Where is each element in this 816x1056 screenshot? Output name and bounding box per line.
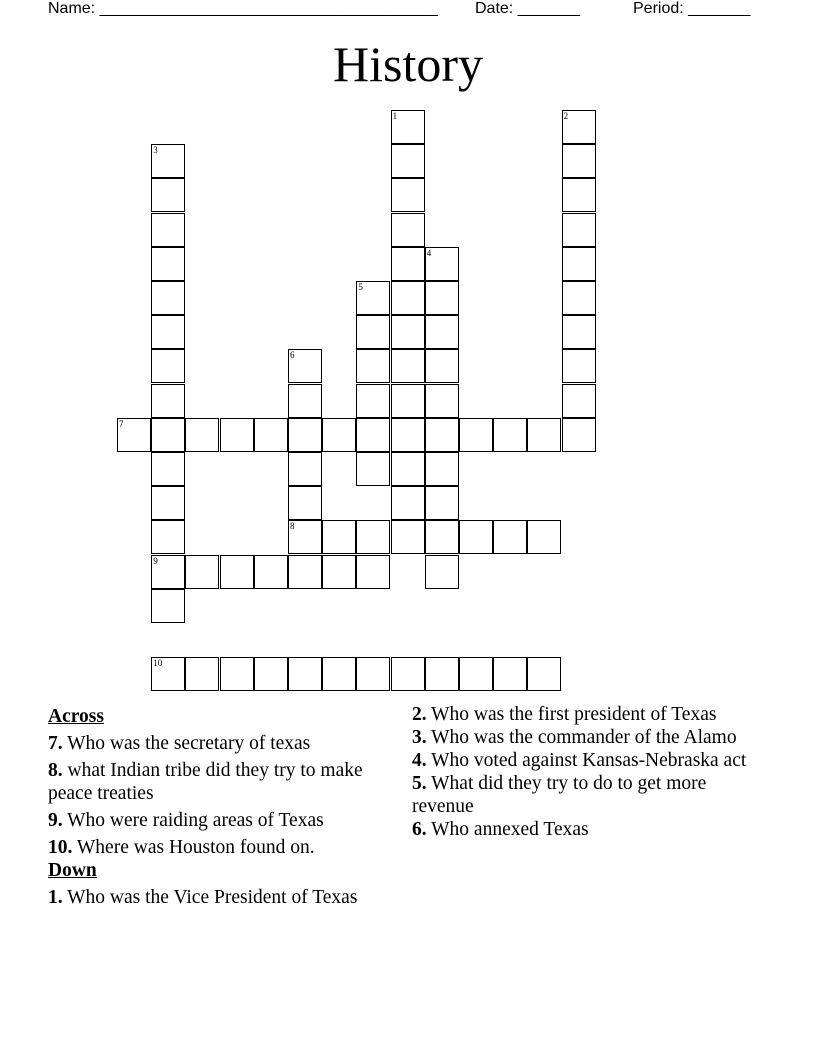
clue-number: 7 bbox=[119, 418, 124, 429]
grid-cell[interactable] bbox=[151, 520, 185, 554]
across-heading: Across bbox=[48, 706, 104, 727]
grid-cell[interactable] bbox=[151, 144, 185, 178]
clue-number: 3 bbox=[153, 145, 158, 156]
period-field[interactable]: Period: _______ bbox=[633, 0, 751, 17]
grid-cell[interactable] bbox=[288, 452, 322, 486]
grid-cell[interactable] bbox=[425, 555, 459, 589]
grid-cell[interactable] bbox=[185, 657, 219, 691]
grid-cell[interactable] bbox=[425, 486, 459, 520]
grid-cell[interactable] bbox=[562, 281, 596, 315]
grid-cell[interactable] bbox=[391, 657, 425, 691]
grid-cell[interactable] bbox=[562, 247, 596, 281]
grid-cell[interactable] bbox=[425, 281, 459, 315]
clue-across-7: 7. Who was the secretary of texas bbox=[48, 733, 311, 754]
grid-cell[interactable] bbox=[459, 520, 493, 554]
date-field[interactable]: Date: _______ bbox=[475, 0, 580, 17]
grid-cell[interactable] bbox=[151, 213, 185, 247]
clue-number: 2 bbox=[563, 111, 569, 121]
grid-cell[interactable] bbox=[562, 349, 596, 383]
grid-cell[interactable] bbox=[425, 247, 459, 281]
grid-cell[interactable] bbox=[185, 418, 219, 452]
grid-cell[interactable] bbox=[527, 418, 561, 452]
clue-down-5: 5. What did they try to do to get more revenue bbox=[412, 773, 707, 817]
grid-cell[interactable] bbox=[493, 418, 527, 452]
grid-cell[interactable] bbox=[254, 555, 288, 589]
clue-number: 6 bbox=[290, 350, 295, 361]
clue-across-8: 8. what Indian tribe did they try to make peace treaties bbox=[48, 760, 363, 804]
clue-across-10: 10. Where was Houston found on. bbox=[48, 837, 315, 858]
clue-number: 8 bbox=[290, 521, 295, 532]
clue-down-2: 2. Who was the first president of Texas bbox=[412, 704, 717, 725]
clue-number: 10 bbox=[153, 658, 163, 669]
grid-cell[interactable] bbox=[288, 520, 322, 554]
grid-cell[interactable] bbox=[562, 213, 596, 247]
grid-cell[interactable] bbox=[254, 657, 288, 691]
grid-cell[interactable] bbox=[425, 418, 459, 452]
grid-cell[interactable] bbox=[562, 178, 596, 212]
grid-cell[interactable] bbox=[151, 178, 185, 212]
grid-cell[interactable] bbox=[356, 452, 390, 486]
clue-down-1: 1. Who was the Vice President of Texas bbox=[48, 887, 358, 908]
grid-cell[interactable] bbox=[391, 144, 425, 178]
grid-cell[interactable] bbox=[459, 418, 493, 452]
grid-cell[interactable] bbox=[391, 247, 425, 281]
grid-cell[interactable] bbox=[288, 555, 322, 589]
grid-cell[interactable] bbox=[322, 520, 356, 554]
grid-cell[interactable] bbox=[151, 247, 185, 281]
grid-cell[interactable] bbox=[288, 486, 322, 520]
clue-number: 9 bbox=[153, 555, 158, 566]
grid-cell[interactable] bbox=[220, 555, 254, 589]
clue-number: 5 bbox=[358, 282, 363, 292]
grid-cell[interactable] bbox=[425, 384, 459, 418]
grid-cell[interactable] bbox=[288, 349, 322, 383]
grid-cell[interactable] bbox=[322, 555, 356, 589]
grid-cell[interactable] bbox=[151, 657, 185, 691]
grid-cell[interactable] bbox=[391, 486, 425, 520]
grid-cell[interactable] bbox=[391, 349, 425, 383]
grid-cell[interactable] bbox=[356, 418, 390, 452]
clue-down-4: 4. Who voted against Kansas-Nebraska act bbox=[412, 750, 747, 771]
grid-cell[interactable] bbox=[151, 486, 185, 520]
grid-cell[interactable] bbox=[151, 555, 185, 589]
clue-number: 4 bbox=[426, 247, 432, 258]
grid-cell[interactable] bbox=[356, 281, 390, 315]
grid-cell[interactable] bbox=[288, 418, 322, 452]
grid-cell[interactable] bbox=[220, 418, 254, 452]
grid-cell[interactable] bbox=[322, 657, 356, 691]
grid-cell[interactable] bbox=[356, 384, 390, 418]
grid-cell[interactable] bbox=[527, 657, 561, 691]
grid-cell[interactable] bbox=[391, 110, 425, 144]
grid-cell[interactable] bbox=[527, 520, 561, 554]
puzzle-title: History bbox=[333, 36, 483, 92]
clue-number: 1 bbox=[392, 111, 398, 121]
grid-cell[interactable] bbox=[151, 418, 185, 452]
grid-cell[interactable] bbox=[562, 384, 596, 418]
grid-cell[interactable] bbox=[425, 657, 459, 691]
grid-cell[interactable] bbox=[356, 657, 390, 691]
grid-cell[interactable] bbox=[391, 178, 425, 212]
grid-cell[interactable] bbox=[151, 452, 185, 486]
grid-cell[interactable] bbox=[254, 418, 288, 452]
grid-cell[interactable] bbox=[288, 384, 322, 418]
grid-cell[interactable] bbox=[151, 589, 185, 623]
grid-cell[interactable] bbox=[322, 418, 356, 452]
grid-cell[interactable] bbox=[562, 110, 596, 144]
grid-cell[interactable] bbox=[288, 657, 322, 691]
clue-down-6: 6. Who annexed Texas bbox=[412, 819, 589, 840]
clue-down-3: 3. Who was the commander of the Alamo bbox=[412, 727, 737, 748]
grid-cell[interactable] bbox=[493, 520, 527, 554]
down-heading: Down bbox=[48, 860, 97, 881]
grid-cell[interactable] bbox=[425, 349, 459, 383]
name-field[interactable]: Name: ______________________________________ bbox=[48, 0, 438, 17]
grid-cell[interactable] bbox=[391, 520, 425, 554]
clues-left-column bbox=[48, 703, 388, 909]
grid-cell[interactable] bbox=[185, 555, 219, 589]
grid-cell[interactable] bbox=[562, 418, 596, 452]
grid-cell[interactable] bbox=[356, 520, 390, 554]
grid-cell[interactable] bbox=[151, 384, 185, 418]
grid-cell[interactable] bbox=[151, 281, 185, 315]
grid-cell[interactable] bbox=[425, 520, 459, 554]
grid-cell[interactable] bbox=[356, 555, 390, 589]
grid-cell[interactable] bbox=[562, 144, 596, 178]
grid-cell[interactable] bbox=[425, 315, 459, 349]
grid-cell[interactable] bbox=[562, 315, 596, 349]
grid-cell[interactable] bbox=[391, 213, 425, 247]
grid-cell[interactable] bbox=[356, 315, 390, 349]
grid-cell[interactable] bbox=[391, 315, 425, 349]
grid-cell[interactable] bbox=[459, 657, 493, 691]
grid-cell[interactable] bbox=[391, 384, 425, 418]
clue-across-9: 9. Who were raiding areas of Texas bbox=[48, 810, 324, 831]
clues-right-column bbox=[412, 703, 762, 841]
grid-cell[interactable] bbox=[391, 418, 425, 452]
grid-cell[interactable] bbox=[151, 315, 185, 349]
grid-cell[interactable] bbox=[151, 349, 185, 383]
grid-cell[interactable] bbox=[117, 418, 151, 452]
grid-cell[interactable] bbox=[425, 452, 459, 486]
grid-cell[interactable] bbox=[391, 452, 425, 486]
grid-cell[interactable] bbox=[356, 349, 390, 383]
grid-cell[interactable] bbox=[220, 657, 254, 691]
grid-cell[interactable] bbox=[391, 281, 425, 315]
grid-cell[interactable] bbox=[493, 657, 527, 691]
